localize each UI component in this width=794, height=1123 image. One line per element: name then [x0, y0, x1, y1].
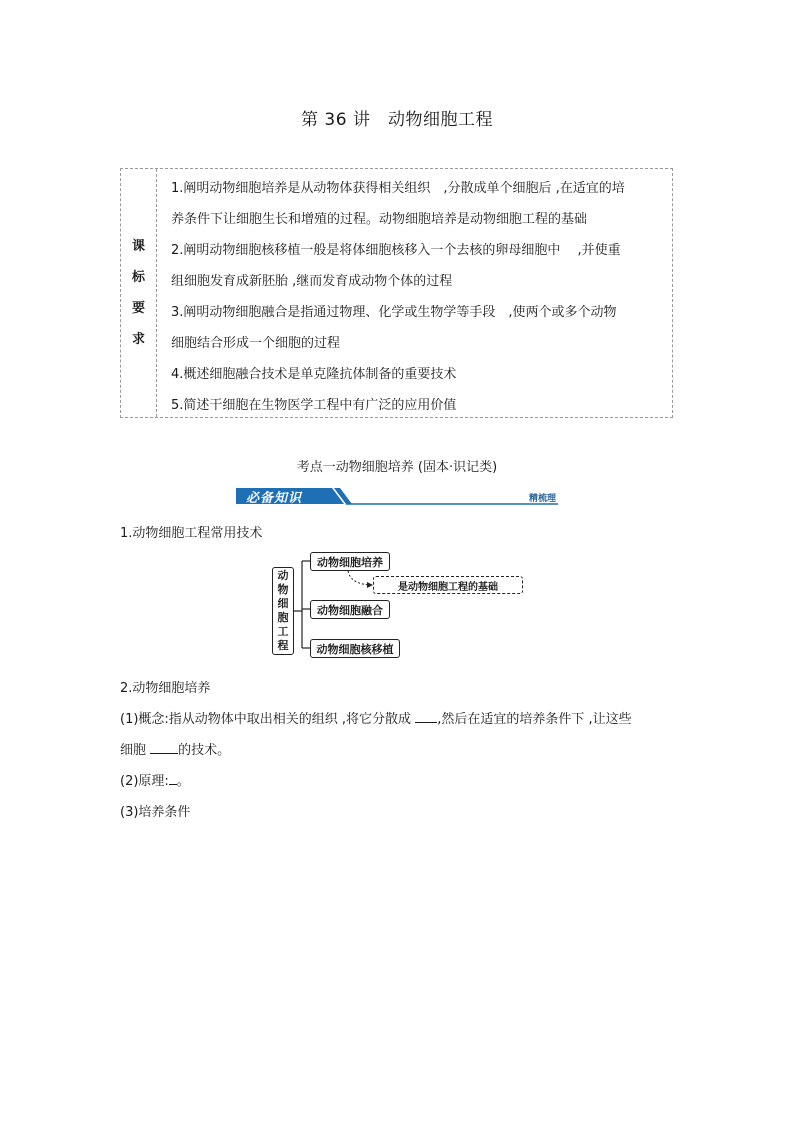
- requirements-list: [171, 173, 666, 421]
- conditions-heading: (3)培养条件: [120, 805, 191, 820]
- node-cell-culture: 动物细胞培养: [310, 552, 390, 571]
- label-char: 求: [131, 332, 145, 347]
- label-char: 标: [131, 270, 145, 285]
- item2-heading: 2.动物细胞培养: [120, 681, 211, 696]
- banner-label: 必备知识: [246, 491, 303, 506]
- requirement-line: 4.概述细胞融合技术是单克隆抗体制备的重要技术: [171, 367, 457, 382]
- curriculum-requirements-box: [120, 168, 673, 418]
- principle-text: (2)原理:: [120, 774, 169, 789]
- node-cell-fusion: 动物细胞融合: [310, 600, 390, 619]
- answer-blank[interactable]: [150, 741, 178, 754]
- requirements-label: [121, 169, 157, 417]
- requirement-line: 养条件下让细胞生长和增殖的过程。动物细胞培养是动物细胞工程的基础: [171, 212, 588, 227]
- note-box: 是动物细胞工程的基础: [373, 576, 523, 594]
- node-nuclear-transfer: 动物细胞核移植: [310, 639, 400, 658]
- root-char: 物: [277, 583, 289, 596]
- root-char: 细: [277, 597, 289, 610]
- technique-diagram: [270, 545, 530, 660]
- requirement-line: 5.简述干细胞在生物医学工程中有广泛的应用价值: [171, 398, 457, 413]
- concept-line1: [120, 708, 632, 727]
- concept-text: ,然后在适宜的培养条件下 ,让这些: [437, 712, 632, 727]
- concept-text: (1)概念:指从动物体中取出相关的组织 ,将它分散成: [120, 712, 416, 727]
- root-node-animal-cell-engineering: [272, 567, 294, 655]
- label-char: 要: [131, 301, 145, 316]
- answer-blank[interactable]: [169, 772, 177, 785]
- root-char: 胞: [277, 611, 289, 624]
- root-char: 动: [277, 569, 289, 582]
- label-char: 课: [131, 239, 145, 254]
- requirement-line: 组细胞发育成新胚胎 ,继而发育成动物个体的过程: [171, 274, 453, 289]
- concept-text: 细胞: [120, 743, 151, 758]
- concept-text: 的技术。: [178, 743, 231, 758]
- banner-right-label: 精梳理: [528, 494, 556, 504]
- requirement-line: 3.阐明动物细胞融合是指通过物理、化学或生物学等手段 ,使两个或多个动物: [171, 305, 617, 320]
- section-title: 考点一动物细胞培养 (固本·识记类): [296, 460, 498, 475]
- diagram-connectors: [270, 545, 530, 660]
- requirement-line: 2.阐明动物细胞核移植一般是将体细胞核移入一个去核的卵母细胞中 ,并使重: [171, 243, 621, 258]
- root-char: 程: [277, 639, 289, 652]
- requirement-line: 细胞结合形成一个细胞的过程: [171, 336, 341, 351]
- answer-blank[interactable]: [415, 710, 437, 723]
- item1-heading: 1.动物细胞工程常用技术: [120, 526, 263, 541]
- page-title: 第 36 讲 动物细胞工程: [301, 110, 493, 130]
- concept-line2: [120, 739, 230, 758]
- requirement-line: 1.阐明动物细胞培养是从动物体获得相关组织 ,分散成单个细胞后 ,在适宜的培: [171, 181, 625, 196]
- root-char: 工: [277, 625, 289, 638]
- principle-text: 。: [176, 774, 190, 789]
- knowledge-banner: [236, 486, 558, 506]
- principle-line: [120, 770, 190, 789]
